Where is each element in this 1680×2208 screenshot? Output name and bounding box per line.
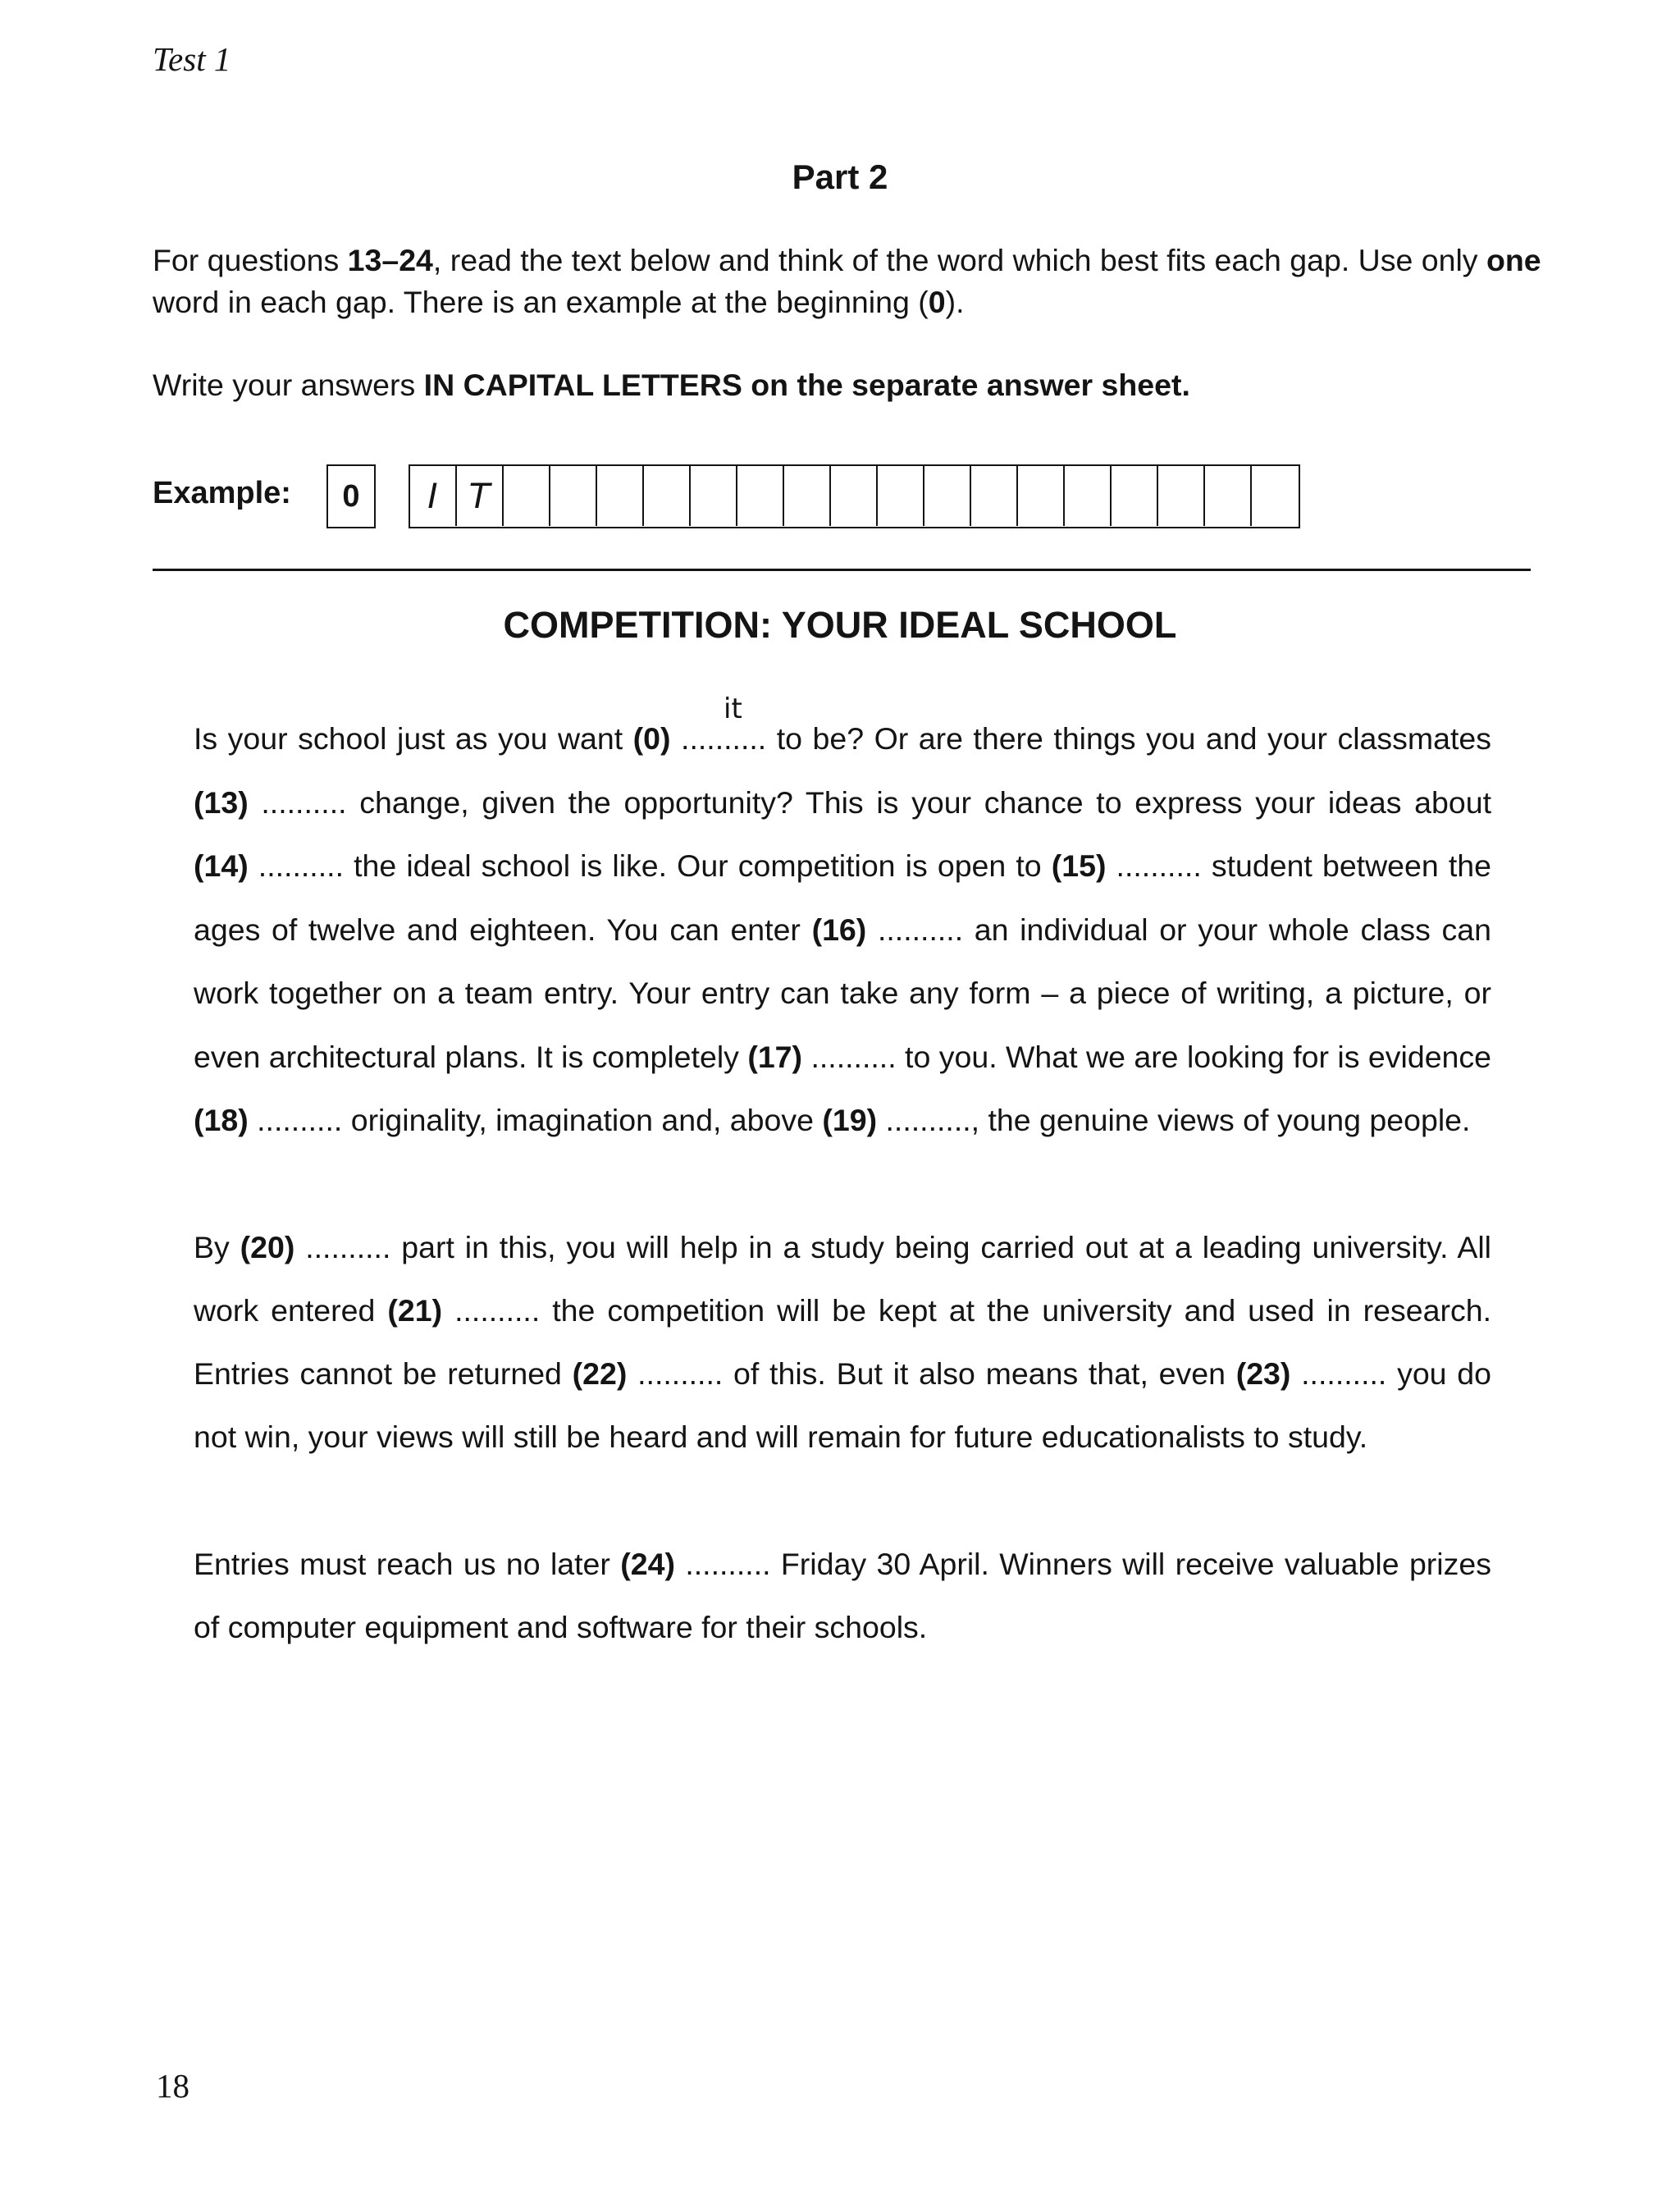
bold-text: 13–24 bbox=[347, 243, 433, 277]
answer-box bbox=[924, 466, 971, 526]
article-text: By bbox=[194, 1230, 240, 1264]
article-text: of this. But it also means that, even bbox=[723, 1356, 1236, 1391]
answer-box bbox=[1018, 466, 1065, 526]
answer-box bbox=[831, 466, 878, 526]
example-row bbox=[153, 464, 1547, 528]
gap-number: (19) bbox=[822, 1103, 878, 1137]
answer-box bbox=[691, 466, 737, 526]
running-head: Test 1 bbox=[153, 40, 231, 78]
instruction-text: Write your answers bbox=[153, 368, 424, 402]
gap-blank: .......... bbox=[1301, 1356, 1387, 1391]
answer-box bbox=[971, 466, 1018, 526]
gap-blank: .......... bbox=[258, 848, 344, 883]
example-label: Example: bbox=[153, 476, 291, 510]
gap-number: (13) bbox=[194, 784, 249, 820]
gap-blank: .......... bbox=[685, 1546, 771, 1581]
instruction-text: , read the text below and think of the word which best fits each gap. Use only bbox=[432, 243, 1486, 277]
article-text: originality, imagination and, above bbox=[342, 1103, 823, 1137]
answer-box bbox=[878, 466, 924, 526]
gap-number: (24) bbox=[620, 1546, 675, 1581]
article-text: the ideal school is like. Our competition is open to bbox=[343, 848, 1052, 883]
article-text: Entries must reach us no later bbox=[194, 1546, 621, 1581]
gap-blank: .......... bbox=[454, 1293, 541, 1328]
gap-blank: .......... bbox=[257, 1103, 343, 1137]
answer-box bbox=[784, 466, 831, 526]
gap-blank: .......... bbox=[877, 912, 964, 947]
divider-rule bbox=[153, 569, 1531, 571]
gap-number: (23) bbox=[1235, 1356, 1291, 1391]
gap-blank: .......... bbox=[1116, 848, 1202, 883]
gap-number: (17) bbox=[747, 1039, 803, 1074]
article-text: to you. What we are looking for is evidence bbox=[896, 1039, 1492, 1074]
answer-box: I bbox=[410, 466, 457, 526]
gap-blank: .......... bbox=[885, 1103, 971, 1137]
gap-blank: .......... bbox=[305, 1230, 391, 1264]
instructions bbox=[153, 240, 1547, 406]
article-text: part in this, you will help in a study being carried out at a leading university. All work entered bbox=[194, 1230, 1492, 1328]
gap-number: (21) bbox=[387, 1293, 443, 1328]
part-title: Part 2 bbox=[792, 158, 888, 196]
article-text: to be? Or are there things you and your classmates bbox=[766, 721, 1492, 756]
instruction-text: For questions bbox=[153, 243, 348, 277]
answer-box bbox=[1112, 466, 1158, 526]
article-text: the competition will be kept at the university and used in research. Entries cannot be returned bbox=[194, 1293, 1491, 1391]
article-body bbox=[194, 693, 1492, 1660]
answer-box bbox=[1065, 466, 1112, 526]
bold-text: one bbox=[1486, 243, 1541, 277]
instruction-text: ). bbox=[945, 285, 965, 319]
article-text: student between the ages of twelve and eighteen. You can enter bbox=[194, 848, 1491, 947]
article-text: Is your school just as you want bbox=[194, 721, 633, 756]
gap-dots: .......... bbox=[681, 721, 767, 756]
answer-box bbox=[597, 466, 644, 526]
gap-number: (20) bbox=[240, 1230, 295, 1264]
handwritten-answer: it bbox=[724, 693, 742, 725]
gap-blank: .......... bbox=[637, 1356, 724, 1391]
gap-number: (22) bbox=[572, 1356, 628, 1391]
article-paragraph bbox=[194, 1216, 1491, 1469]
article-text: you do not win, your views will still be heard and will remain for future educationalists to study. bbox=[194, 1356, 1491, 1454]
gap-number: (0) bbox=[632, 721, 671, 756]
article-paragraph bbox=[194, 1533, 1491, 1660]
instruction-text: word in each gap. There is an example at the beginning ( bbox=[153, 285, 929, 319]
gap-number: (15) bbox=[1051, 848, 1107, 883]
article-paragraph bbox=[194, 693, 1492, 1153]
answer-box bbox=[644, 466, 691, 526]
article-text: , the genuine views of young people. bbox=[970, 1103, 1471, 1137]
answer-box bbox=[1158, 466, 1205, 526]
gap-number: (16) bbox=[811, 912, 867, 947]
example-answer-boxes bbox=[409, 464, 1300, 528]
gap-number: (18) bbox=[194, 1103, 249, 1137]
article-text: change, given the opportunity? This is your chance to express your ideas about bbox=[346, 784, 1491, 820]
example-gap bbox=[681, 693, 767, 771]
article-text: Friday 30 April. Winners will receive valuable prizes of computer equipment and software for their schools. bbox=[194, 1546, 1491, 1644]
answer-box bbox=[504, 466, 550, 526]
article-title: COMPETITION: YOUR IDEAL SCHOOL bbox=[503, 604, 1177, 646]
bold-text: 0 bbox=[928, 285, 946, 319]
gap-number: (14) bbox=[194, 848, 249, 883]
gap-blank: .......... bbox=[810, 1039, 897, 1074]
answer-box bbox=[1205, 466, 1252, 526]
answer-box bbox=[550, 466, 597, 526]
answer-box bbox=[737, 466, 784, 526]
article-text: an individual or your whole class can work together on a team entry. Your entry can take any form – a piece of writing, a picture, or even architectural plans. It is completely bbox=[194, 912, 1492, 1074]
example-number-box: 0 bbox=[326, 464, 376, 528]
bold-text: IN CAPITAL LETTERS on the separate answer sheet. bbox=[423, 368, 1190, 402]
instructions-paragraph-1 bbox=[153, 240, 1547, 323]
instructions-paragraph-2 bbox=[153, 364, 1547, 406]
gap-blank: .......... bbox=[261, 784, 347, 820]
answer-box: T bbox=[457, 466, 504, 526]
answer-box bbox=[1252, 466, 1299, 526]
page-number: 18 bbox=[156, 2067, 189, 2105]
